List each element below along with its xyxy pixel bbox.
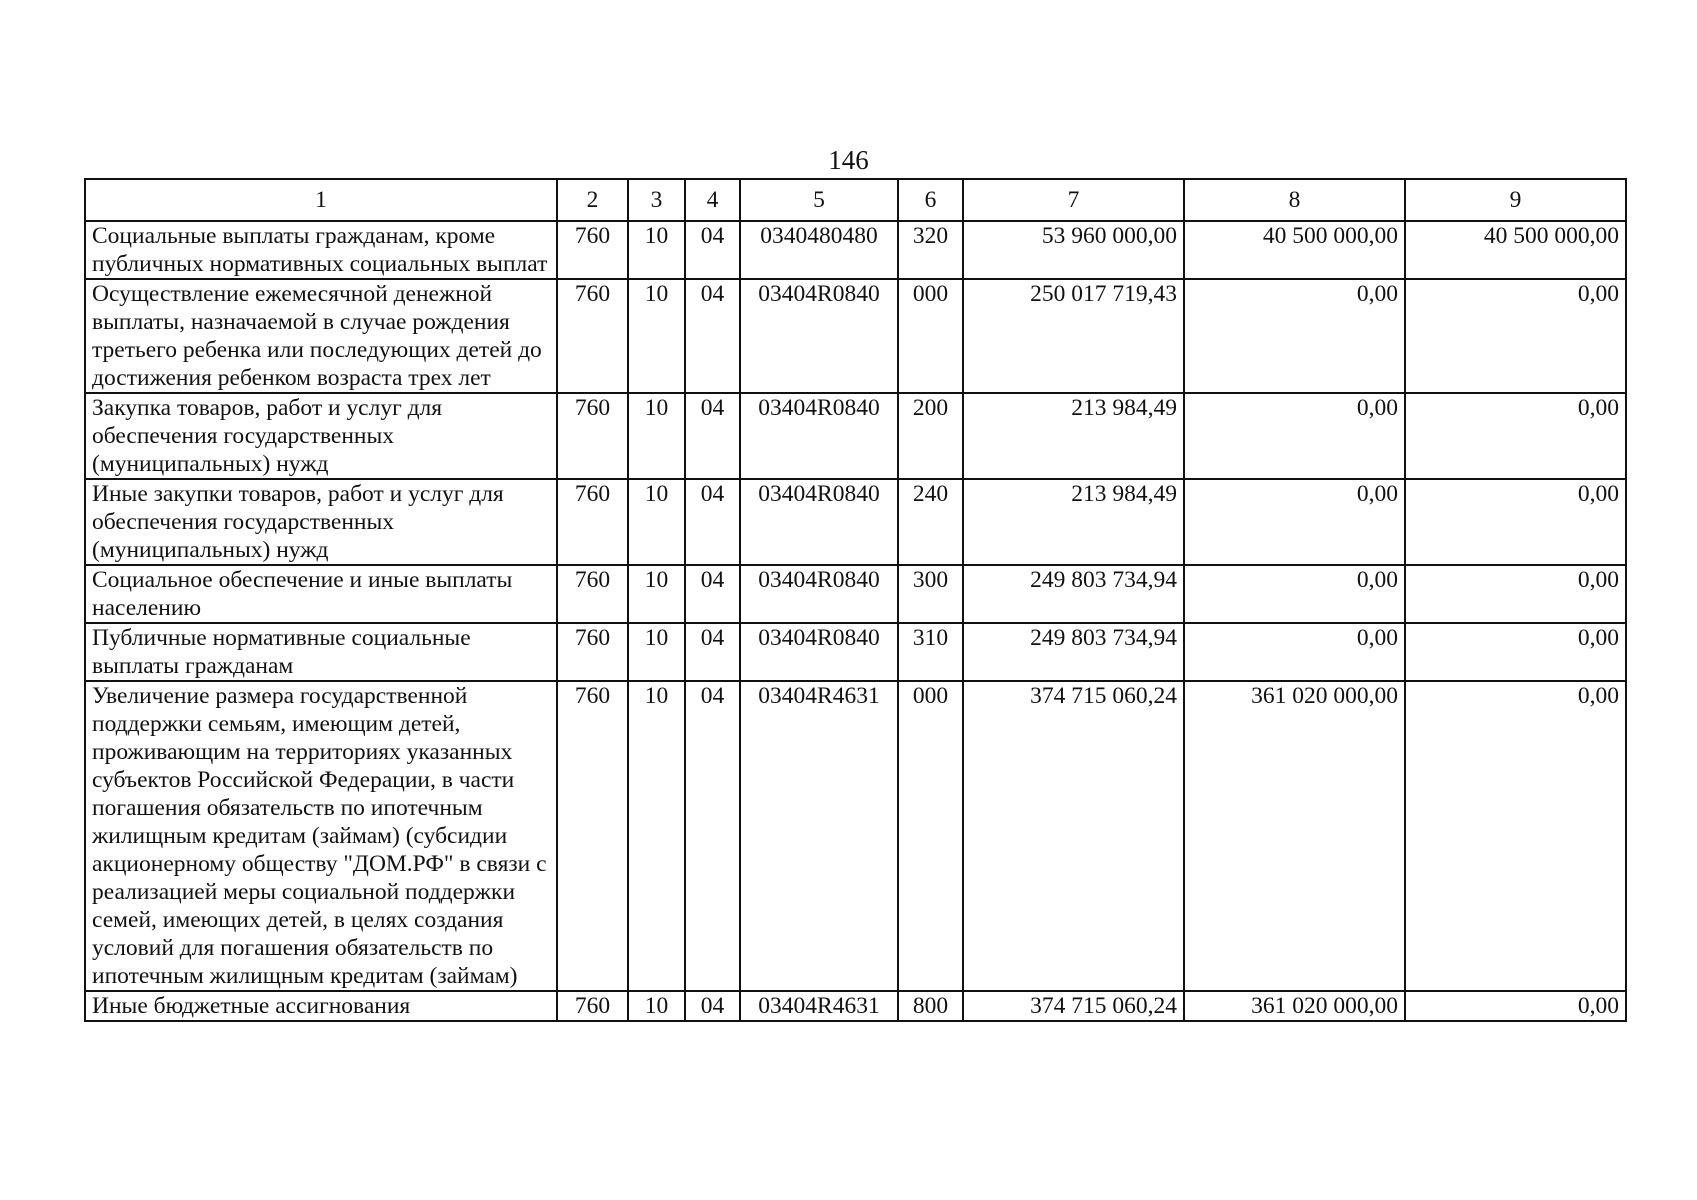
target-article-code: 03404R4631 [740, 681, 898, 991]
amount-col-7: 213 984,49 [963, 393, 1184, 479]
subsection-code: 04 [685, 279, 740, 393]
row-name: Социальное обеспечение и иные выплаты населению [85, 565, 557, 623]
target-article-code: 03404R0840 [740, 279, 898, 393]
admin-code: 760 [557, 279, 628, 393]
row-name: Иные закупки товаров, работ и услуг для обеспечения государственных (муниципальных) нужд [85, 479, 557, 565]
table-row [85, 221, 1626, 279]
amount-col-9: 0,00 [1405, 393, 1626, 479]
column-header: 9 [1405, 179, 1626, 221]
section-code: 10 [628, 393, 685, 479]
subsection-code: 04 [685, 565, 740, 623]
amount-col-9: 0,00 [1405, 991, 1626, 1021]
section-code: 10 [628, 681, 685, 991]
expense-type-code: 320 [898, 221, 963, 279]
section-code: 10 [628, 221, 685, 279]
amount-col-8: 361 020 000,00 [1184, 991, 1405, 1021]
admin-code: 760 [557, 991, 628, 1021]
row-name: Публичные нормативные социальные выплаты гражданам [85, 623, 557, 681]
target-article-code: 03404R0840 [740, 393, 898, 479]
section-code: 10 [628, 565, 685, 623]
expense-type-code: 000 [898, 681, 963, 991]
target-article-code: 03404R0840 [740, 479, 898, 565]
target-article-code: 03404R0840 [740, 565, 898, 623]
amount-col-9: 0,00 [1405, 479, 1626, 565]
subsection-code: 04 [685, 479, 740, 565]
subsection-code: 04 [685, 221, 740, 279]
target-article-code: 0340480480 [740, 221, 898, 279]
row-name: Иные бюджетные ассигнования [85, 991, 557, 1021]
amount-col-7: 249 803 734,94 [963, 565, 1184, 623]
column-header: 7 [963, 179, 1184, 221]
amount-col-7: 249 803 734,94 [963, 623, 1184, 681]
admin-code: 760 [557, 393, 628, 479]
amount-col-8: 0,00 [1184, 623, 1405, 681]
column-header: 1 [85, 179, 557, 221]
admin-code: 760 [557, 221, 628, 279]
column-header: 2 [557, 179, 628, 221]
amount-col-7: 374 715 060,24 [963, 681, 1184, 991]
expense-type-code: 240 [898, 479, 963, 565]
amount-col-8: 361 020 000,00 [1184, 681, 1405, 991]
target-article-code: 03404R0840 [740, 623, 898, 681]
header-row [85, 179, 1626, 221]
expense-type-code: 200 [898, 393, 963, 479]
expense-type-code: 310 [898, 623, 963, 681]
table-row [85, 393, 1626, 479]
admin-code: 760 [557, 623, 628, 681]
expense-type-code: 800 [898, 991, 963, 1021]
row-name: Увеличение размера государственной поддержки семьям, имеющим детей, проживающим на территориях указанных субъектов Российской Федерации, в части погашения обязательств по ипотечным жилищным кредитам (займам) (субсидии акционерному обществу "ДОМ.РФ" в связи с реализацией меры социальной поддержки семей, имеющих детей, в целях создания условий для погашения обязательств по ипотечным жилищным кредитам (займам) [85, 681, 557, 991]
column-header: 6 [898, 179, 963, 221]
table-header [85, 179, 1626, 221]
table-row [85, 681, 1626, 991]
subsection-code: 04 [685, 991, 740, 1021]
amount-col-9: 40 500 000,00 [1405, 221, 1626, 279]
amount-col-9: 0,00 [1405, 623, 1626, 681]
table-row [85, 623, 1626, 681]
page-number: 146 [828, 145, 869, 175]
admin-code: 760 [557, 479, 628, 565]
section-code: 10 [628, 279, 685, 393]
table-row [85, 991, 1626, 1021]
row-name: Закупка товаров, работ и услуг для обеспечения государственных (муниципальных) нужд [85, 393, 557, 479]
column-header: 4 [685, 179, 740, 221]
section-code: 10 [628, 479, 685, 565]
subsection-code: 04 [685, 623, 740, 681]
amount-col-8: 0,00 [1184, 279, 1405, 393]
row-name: Осуществление ежемесячной денежной выплаты, назначаемой в случае рождения третьего ребенка или последующих детей до достижения ребенком возраста трех лет [85, 279, 557, 393]
amount-col-8: 0,00 [1184, 393, 1405, 479]
row-name: Социальные выплаты гражданам, кроме публичных нормативных социальных выплат [85, 221, 557, 279]
budget-table [84, 178, 1627, 1022]
admin-code: 760 [557, 681, 628, 991]
section-code: 10 [628, 991, 685, 1021]
table-row [85, 565, 1626, 623]
column-header: 5 [740, 179, 898, 221]
amount-col-9: 0,00 [1405, 681, 1626, 991]
column-header: 3 [628, 179, 685, 221]
amount-col-7: 213 984,49 [963, 479, 1184, 565]
subsection-code: 04 [685, 681, 740, 991]
amount-col-7: 53 960 000,00 [963, 221, 1184, 279]
admin-code: 760 [557, 565, 628, 623]
table-body [85, 221, 1626, 1021]
table-row [85, 479, 1626, 565]
target-article-code: 03404R4631 [740, 991, 898, 1021]
subsection-code: 04 [685, 393, 740, 479]
amount-col-9: 0,00 [1405, 565, 1626, 623]
amount-col-8: 40 500 000,00 [1184, 221, 1405, 279]
expense-type-code: 300 [898, 565, 963, 623]
amount-col-8: 0,00 [1184, 565, 1405, 623]
amount-col-7: 374 715 060,24 [963, 991, 1184, 1021]
amount-col-9: 0,00 [1405, 279, 1626, 393]
amount-col-8: 0,00 [1184, 479, 1405, 565]
amount-col-7: 250 017 719,43 [963, 279, 1184, 393]
expense-type-code: 000 [898, 279, 963, 393]
column-header: 8 [1184, 179, 1405, 221]
section-code: 10 [628, 623, 685, 681]
table-row [85, 279, 1626, 393]
